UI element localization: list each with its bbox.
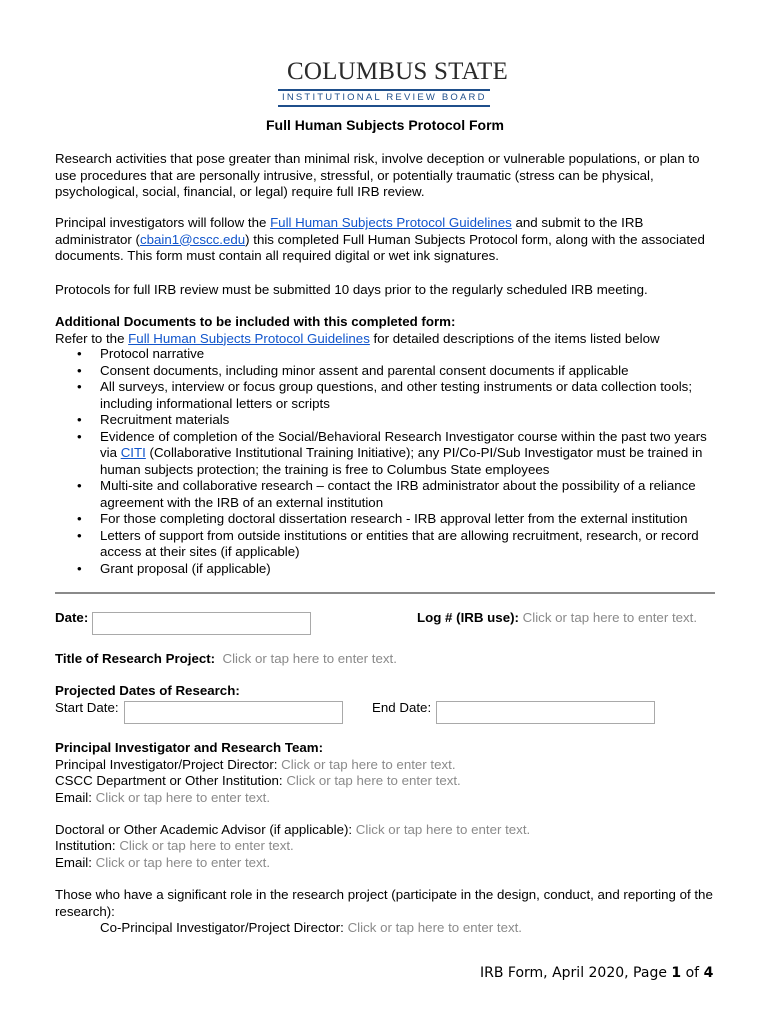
list-item: • Grant proposal (if applicable)	[55, 561, 720, 578]
start-date-input[interactable]	[124, 701, 343, 724]
additional-documents-section	[55, 314, 720, 347]
form-title: Full Human Subjects Protocol Form	[265, 117, 505, 133]
deadline-paragraph: Protocols for full IRB review must be submitted 10 days prior to the regularly scheduled IRB meeting.	[55, 282, 648, 297]
intro-paragraph: Research activities that pose greater than minimal risk, involve deception or vulnerable populations, or plan to use procedures that are personally intrusive, stressful, or potentially traumatic (stress can be physical, psychological, social, financial, or legal) require full IRB review.	[55, 151, 700, 200]
start-date-label: Start Date:	[55, 700, 119, 715]
email-label: Email:	[55, 790, 92, 805]
significant-role-text: Those who have a significant role in the research project (participate in the design, conduct, and reporting of the research):	[55, 887, 713, 919]
advisor-email-input[interactable]: Click or tap here to enter text.	[95, 855, 271, 870]
department-label: CSCC Department or Other Institution:	[55, 773, 283, 788]
section-divider	[55, 592, 715, 594]
department-field	[55, 773, 461, 790]
email-input[interactable]: Click or tap here to enter text.	[95, 790, 271, 805]
email-field	[55, 790, 270, 807]
guidelines-link[interactable]: Full Human Subjects Protocol Guidelines	[270, 215, 512, 230]
documents-list	[55, 346, 720, 577]
list-item: • Protocol narrative	[55, 346, 720, 363]
date-input[interactable]	[92, 612, 311, 635]
department-input[interactable]: Click or tap here to enter text.	[286, 773, 461, 788]
end-date-label: End Date:	[372, 700, 432, 715]
date-label: Date:	[55, 610, 89, 625]
citi-text-after: (Collaborative Institutional Training Initiative); any PI/Co-PI/Sub Investigator must be trained in human subjects protection; the training is free to Columbus State employees	[100, 445, 703, 477]
refer-text-before: Refer to the	[55, 330, 129, 346]
project-title-input[interactable]: Click or tap here to enter text.	[222, 651, 397, 666]
log-number-label: Log # (IRB use):	[417, 610, 519, 625]
pi-instructions-paragraph	[55, 215, 720, 265]
log-number-input[interactable]: Click or tap here to enter text.	[522, 610, 698, 625]
projected-dates-heading: Projected Dates of Research:	[55, 683, 240, 698]
page-footer	[480, 965, 713, 981]
advisor-field	[55, 822, 530, 839]
advisor-email-label: Email:	[55, 855, 92, 870]
list-item-citi	[55, 429, 720, 479]
list-item: • Consent documents, including minor assent and parental consent documents if applicable	[55, 363, 720, 380]
logo-rule-bottom	[278, 105, 490, 107]
pi-text-middle: and submit to the IRB administrator (	[55, 215, 644, 247]
additional-documents-heading: Additional Documents to be included with this completed form:	[55, 314, 456, 329]
project-title-field	[55, 651, 397, 668]
columbus-state-irb-logo	[278, 58, 508, 108]
pi-director-input[interactable]: Click or tap here to enter text.	[281, 757, 456, 772]
list-item: • Recruitment materials	[55, 412, 720, 429]
citi-link[interactable]: CITI	[120, 445, 146, 460]
co-pi-label: Co-Principal Investigator/Project Director:	[100, 920, 344, 935]
list-item: • For those completing doctoral dissertation research - IRB approval letter from the external institution	[55, 511, 720, 528]
project-title-label: Title of Research Project:	[55, 651, 216, 666]
institution-label: Institution:	[55, 838, 116, 853]
institution-field	[55, 838, 294, 855]
co-pi-input[interactable]: Click or tap here to enter text.	[347, 920, 522, 935]
pi-director-field	[55, 757, 456, 774]
log-number-field	[417, 610, 697, 627]
end-date-input[interactable]	[436, 701, 655, 724]
list-item: • All surveys, interview or focus group questions, and other testing instruments or data collection tools; including informational letters or scripts	[55, 379, 720, 412]
advisor-label: Doctoral or Other Academic Advisor (if applicable):	[55, 822, 353, 837]
footer-page-number: 1	[671, 965, 682, 981]
irb-email-link[interactable]: cbain1@cscc.edu	[139, 231, 246, 247]
pi-text-before: Principal investigators will follow the	[55, 215, 271, 230]
footer-prefix: IRB Form, April 2020, Page	[480, 965, 672, 981]
co-pi-field	[100, 920, 522, 937]
list-item: • Multi-site and collaborative research – contact the IRB administrator about the possibility of a reliance agreement with the IRB of an external institution	[55, 478, 720, 511]
citi-text-before: Evidence of completion of the Social/Behavioral Research Investigator course within the past two years via	[100, 428, 707, 460]
logo-rule-top	[278, 89, 490, 91]
list-item: • Letters of support from outside institutions or entities that are allowing recruitment, research, or record access at their sites (if applicable)	[55, 528, 720, 561]
advisor-input[interactable]: Click or tap here to enter text.	[355, 822, 531, 837]
refer-text-after: for detailed descriptions of the items listed below	[369, 330, 660, 346]
pi-text-after: ) this completed Full Human Subjects Protocol form, along with the associated documents. This form must contain all required digital or wet ink signatures.	[55, 231, 705, 264]
pi-director-label: Principal Investigator/Project Director:	[55, 757, 278, 772]
logo-title: COLUMBUS STATE	[287, 58, 508, 85]
pi-team-heading: Principal Investigator and Research Team:	[55, 740, 323, 755]
refer-guidelines-link[interactable]: Full Human Subjects Protocol Guidelines	[128, 330, 370, 346]
footer-page-total: 4	[703, 965, 714, 981]
institution-input[interactable]: Click or tap here to enter text.	[119, 838, 294, 853]
logo-subtitle: INSTITUTIONAL REVIEW BOARD	[282, 92, 487, 103]
advisor-email-field	[55, 855, 270, 872]
footer-of: of	[681, 965, 704, 981]
